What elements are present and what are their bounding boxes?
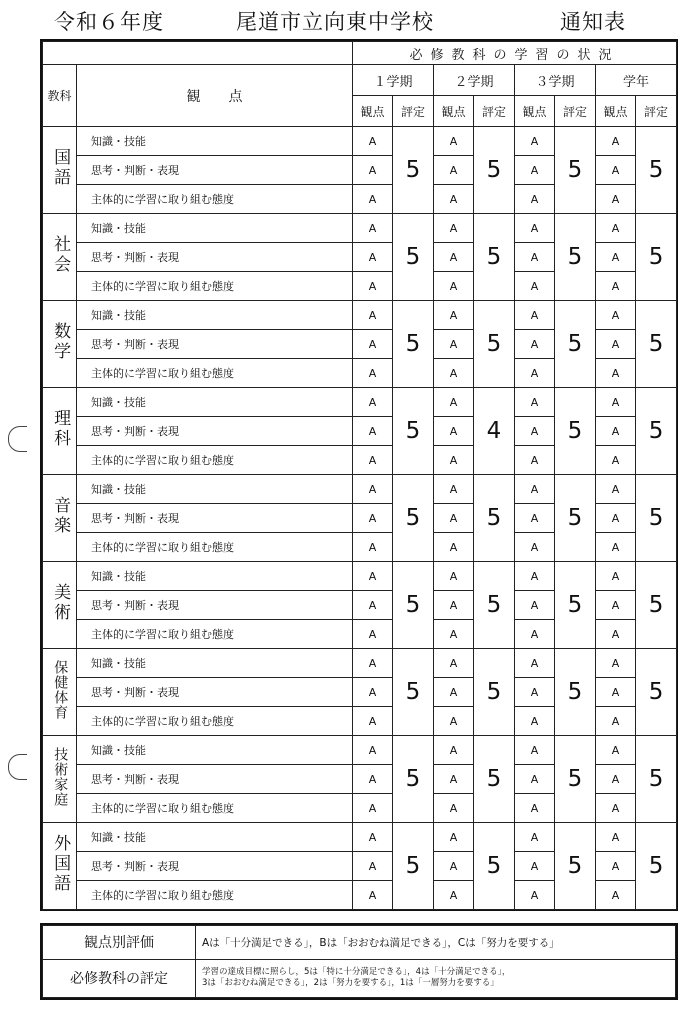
viewpoint-eval: A xyxy=(434,649,474,678)
viewpoint-eval: A xyxy=(434,127,474,156)
viewpoint-eval: A xyxy=(515,591,555,620)
grade-value: 5 xyxy=(555,388,596,475)
viewpoint-eval: A xyxy=(596,736,636,765)
subject-name-text: 理科 xyxy=(50,409,71,449)
grade-value: 5 xyxy=(555,301,596,388)
viewpoint-eval: A xyxy=(434,620,474,649)
table-row xyxy=(43,214,677,243)
grade-value: 5 xyxy=(474,736,515,823)
viewpoint-eval: A xyxy=(434,823,474,852)
viewpoint-eval: A xyxy=(353,649,393,678)
viewpoint-label: 知識・技能 xyxy=(77,475,353,504)
grade-value: 5 xyxy=(393,736,434,823)
viewpoint-eval: A xyxy=(596,678,636,707)
grade-value: 5 xyxy=(636,388,677,475)
grade-value: 5 xyxy=(555,475,596,562)
viewpoint-eval: A xyxy=(596,707,636,736)
grade-value: 5 xyxy=(555,649,596,736)
viewpoint-label: 思考・判断・表現 xyxy=(77,678,353,707)
grade-value: 5 xyxy=(474,127,515,214)
viewpoint-eval: A xyxy=(596,794,636,823)
viewpoint-eval: A xyxy=(515,359,555,388)
sub-header-grade: 評定 xyxy=(636,96,677,127)
grade-value: 5 xyxy=(555,562,596,649)
viewpoint-eval: A xyxy=(515,533,555,562)
viewpoint-eval: A xyxy=(515,185,555,214)
viewpoint-eval: A xyxy=(434,156,474,185)
viewpoint-eval: A xyxy=(353,533,393,562)
legend-frame xyxy=(40,923,678,1000)
viewpoint-eval: A xyxy=(515,678,555,707)
legend-table xyxy=(42,925,676,998)
viewpoint-label: 知識・技能 xyxy=(77,301,353,330)
legend-text-viewpoint: Aは「十分満足できる」，Bは「おおむね満足できる」，Cは「努力を要する」 xyxy=(196,926,676,960)
viewpoint-eval: A xyxy=(434,707,474,736)
grade-value: 5 xyxy=(555,214,596,301)
viewpoint-eval: A xyxy=(596,475,636,504)
viewpoint-eval: A xyxy=(515,446,555,475)
sub-header-obs: 観点 xyxy=(353,96,393,127)
viewpoint-eval: A xyxy=(434,359,474,388)
subject-name xyxy=(43,301,77,388)
grade-value: 5 xyxy=(555,127,596,214)
viewpoint-label: 主体的に学習に取り組む態度 xyxy=(77,620,353,649)
grades-table xyxy=(42,41,677,910)
viewpoint-eval: A xyxy=(353,388,393,417)
viewpoint-eval: A xyxy=(515,765,555,794)
viewpoint-eval: A xyxy=(434,301,474,330)
viewpoint-eval: A xyxy=(434,417,474,446)
viewpoint-eval: A xyxy=(353,765,393,794)
viewpoint-eval: A xyxy=(434,330,474,359)
viewpoint-eval: A xyxy=(515,417,555,446)
viewpoint-eval: A xyxy=(596,649,636,678)
viewpoint-eval: A xyxy=(596,504,636,533)
viewpoint-eval: A xyxy=(515,736,555,765)
grade-value: 5 xyxy=(393,214,434,301)
viewpoint-eval: A xyxy=(515,707,555,736)
viewpoint-eval: A xyxy=(353,243,393,272)
viewpoint-eval: A xyxy=(596,562,636,591)
viewpoint-eval: A xyxy=(596,330,636,359)
grade-value: 5 xyxy=(636,301,677,388)
viewpoint-eval: A xyxy=(353,330,393,359)
viewpoint-label: 知識・技能 xyxy=(77,649,353,678)
viewpoint-eval: A xyxy=(596,127,636,156)
viewpoint-eval: A xyxy=(434,504,474,533)
viewpoint-eval: A xyxy=(515,301,555,330)
subject-name xyxy=(43,649,77,736)
grade-value: 5 xyxy=(636,475,677,562)
table-row xyxy=(43,736,677,765)
viewpoint-label: 知識・技能 xyxy=(77,214,353,243)
viewpoint-label: 思考・判断・表現 xyxy=(77,504,353,533)
viewpoint-label: 思考・判断・表現 xyxy=(77,417,353,446)
viewpoint-label: 主体的に学習に取り組む態度 xyxy=(77,359,353,388)
grade-value: 5 xyxy=(636,127,677,214)
viewpoint-eval: A xyxy=(596,620,636,649)
viewpoint-eval: A xyxy=(596,765,636,794)
viewpoint-label: 主体的に学習に取り組む態度 xyxy=(77,794,353,823)
viewpoint-eval: A xyxy=(515,881,555,910)
viewpoint-eval: A xyxy=(353,156,393,185)
subject-name xyxy=(43,562,77,649)
fiscal-year: 令和６年度 xyxy=(54,10,164,34)
viewpoint-label: 知識・技能 xyxy=(77,736,353,765)
grade-value: 5 xyxy=(555,823,596,910)
grades-table-frame xyxy=(40,39,678,911)
page-header xyxy=(0,6,699,36)
col-header-subject: 教科 xyxy=(43,65,77,127)
viewpoint-eval: A xyxy=(353,736,393,765)
table-row xyxy=(43,562,677,591)
punch-hole-mark xyxy=(8,754,27,780)
grade-value: 5 xyxy=(474,562,515,649)
viewpoint-eval: A xyxy=(515,243,555,272)
viewpoint-eval: A xyxy=(596,591,636,620)
grade-value: 5 xyxy=(393,562,434,649)
subject-name xyxy=(43,127,77,214)
viewpoint-eval: A xyxy=(434,852,474,881)
subject-name xyxy=(43,388,77,475)
punch-hole-mark xyxy=(8,426,27,452)
viewpoint-eval: A xyxy=(434,881,474,910)
viewpoint-eval: A xyxy=(596,301,636,330)
grade-value: 5 xyxy=(393,475,434,562)
grade-value: 4 xyxy=(474,388,515,475)
grade-value: 5 xyxy=(636,823,677,910)
viewpoint-eval: A xyxy=(596,185,636,214)
viewpoint-eval: A xyxy=(434,185,474,214)
grade-value: 5 xyxy=(393,823,434,910)
viewpoint-eval: A xyxy=(353,272,393,301)
table-row xyxy=(43,823,677,852)
subject-name xyxy=(43,475,77,562)
viewpoint-eval: A xyxy=(353,446,393,475)
viewpoint-eval: A xyxy=(434,765,474,794)
grade-value: 5 xyxy=(636,562,677,649)
viewpoint-label: 思考・判断・表現 xyxy=(77,852,353,881)
viewpoint-label: 主体的に学習に取り組む態度 xyxy=(77,272,353,301)
grade-value: 5 xyxy=(474,475,515,562)
viewpoint-label: 知識・技能 xyxy=(77,127,353,156)
sub-header-obs: 観点 xyxy=(515,96,555,127)
viewpoint-eval: A xyxy=(596,214,636,243)
viewpoint-label: 主体的に学習に取り組む態度 xyxy=(77,533,353,562)
viewpoint-eval: A xyxy=(596,823,636,852)
viewpoint-eval: A xyxy=(596,417,636,446)
grade-value: 5 xyxy=(393,649,434,736)
subject-name-text: 技術家庭 xyxy=(52,747,69,807)
viewpoint-eval: A xyxy=(353,185,393,214)
viewpoint-eval: A xyxy=(353,214,393,243)
viewpoint-label: 思考・判断・表現 xyxy=(77,765,353,794)
viewpoint-eval: A xyxy=(353,127,393,156)
legend-text-grade xyxy=(196,959,676,997)
viewpoint-eval: A xyxy=(515,127,555,156)
period-header: ３学期 xyxy=(515,65,596,96)
viewpoint-eval: A xyxy=(434,388,474,417)
grade-value: 5 xyxy=(474,823,515,910)
sub-header-obs: 観点 xyxy=(434,96,474,127)
col-header-viewpoint: 観 点 xyxy=(77,65,353,127)
viewpoint-eval: A xyxy=(353,707,393,736)
grade-value: 5 xyxy=(393,127,434,214)
table-row xyxy=(43,388,677,417)
legend-text-grade-line2: 3は「おおむね満足できる」，2は「努力を要する」，1は「一層努力を要する」 xyxy=(202,978,499,989)
table-row xyxy=(43,127,677,156)
viewpoint-label: 思考・判断・表現 xyxy=(77,591,353,620)
viewpoint-eval: A xyxy=(515,475,555,504)
viewpoint-label: 思考・判断・表現 xyxy=(77,156,353,185)
viewpoint-eval: A xyxy=(434,446,474,475)
viewpoint-eval: A xyxy=(596,243,636,272)
viewpoint-eval: A xyxy=(434,678,474,707)
subject-name-text: 音楽 xyxy=(50,496,71,536)
viewpoint-eval: A xyxy=(596,881,636,910)
viewpoint-label: 主体的に学習に取り組む態度 xyxy=(77,446,353,475)
table-row xyxy=(43,649,677,678)
viewpoint-eval: A xyxy=(596,156,636,185)
viewpoint-eval: A xyxy=(515,823,555,852)
subject-name-text: 数学 xyxy=(50,322,71,362)
table-title: 必修教科の学習の状況 xyxy=(353,42,677,65)
period-header: １学期 xyxy=(353,65,434,96)
viewpoint-label: 思考・判断・表現 xyxy=(77,243,353,272)
viewpoint-eval: A xyxy=(515,504,555,533)
viewpoint-label: 主体的に学習に取り組む態度 xyxy=(77,707,353,736)
viewpoint-eval: A xyxy=(434,736,474,765)
viewpoint-eval: A xyxy=(353,620,393,649)
viewpoint-eval: A xyxy=(353,591,393,620)
subject-name-text: 美術 xyxy=(50,583,71,623)
viewpoint-eval: A xyxy=(434,533,474,562)
viewpoint-eval: A xyxy=(515,330,555,359)
viewpoint-label: 主体的に学習に取り組む態度 xyxy=(77,185,353,214)
sub-header-grade: 評定 xyxy=(393,96,434,127)
sub-header-grade: 評定 xyxy=(555,96,596,127)
subject-name xyxy=(43,823,77,910)
grade-value: 5 xyxy=(393,388,434,475)
viewpoint-eval: A xyxy=(596,446,636,475)
viewpoint-label: 知識・技能 xyxy=(77,562,353,591)
legend-label-viewpoint: 観点別評価 xyxy=(43,926,196,960)
grade-value: 5 xyxy=(474,301,515,388)
table-row xyxy=(43,475,677,504)
viewpoint-eval: A xyxy=(353,794,393,823)
viewpoint-eval: A xyxy=(596,852,636,881)
document-title: 通知表 xyxy=(560,10,626,34)
viewpoint-label: 思考・判断・表現 xyxy=(77,330,353,359)
viewpoint-eval: A xyxy=(353,823,393,852)
sub-header-obs: 観点 xyxy=(596,96,636,127)
subject-name-text: 社会 xyxy=(50,235,71,275)
viewpoint-eval: A xyxy=(596,359,636,388)
viewpoint-label: 主体的に学習に取り組む態度 xyxy=(77,881,353,910)
period-header: 学年 xyxy=(596,65,677,96)
viewpoint-eval: A xyxy=(353,562,393,591)
viewpoint-eval: A xyxy=(596,388,636,417)
viewpoint-eval: A xyxy=(515,272,555,301)
viewpoint-eval: A xyxy=(515,388,555,417)
sub-header-grade: 評定 xyxy=(474,96,515,127)
viewpoint-eval: A xyxy=(515,794,555,823)
viewpoint-eval: A xyxy=(434,243,474,272)
subject-name-text: 保健体育 xyxy=(52,660,69,720)
grade-value: 5 xyxy=(555,736,596,823)
viewpoint-eval: A xyxy=(434,475,474,504)
grade-value: 5 xyxy=(636,214,677,301)
viewpoint-eval: A xyxy=(434,591,474,620)
viewpoint-label: 知識・技能 xyxy=(77,823,353,852)
grade-value: 5 xyxy=(474,214,515,301)
legend-text-grade-line1: 学習の達成目標に照らし，5は「特に十分満足できる」，4は「十分満足できる」， xyxy=(202,966,511,977)
viewpoint-eval: A xyxy=(353,504,393,533)
viewpoint-eval: A xyxy=(515,620,555,649)
viewpoint-eval: A xyxy=(515,156,555,185)
legend-label-grade: 必修教科の評定 xyxy=(43,959,196,997)
grade-value: 5 xyxy=(393,301,434,388)
viewpoint-eval: A xyxy=(515,562,555,591)
viewpoint-eval: A xyxy=(353,881,393,910)
viewpoint-eval: A xyxy=(434,562,474,591)
subject-name-text: 外国語 xyxy=(50,834,71,894)
viewpoint-eval: A xyxy=(353,852,393,881)
viewpoint-eval: A xyxy=(353,417,393,446)
viewpoint-eval: A xyxy=(434,794,474,823)
viewpoint-eval: A xyxy=(434,272,474,301)
viewpoint-label: 知識・技能 xyxy=(77,388,353,417)
grade-value: 5 xyxy=(636,736,677,823)
period-header: ２学期 xyxy=(434,65,515,96)
viewpoint-eval: A xyxy=(596,272,636,301)
viewpoint-eval: A xyxy=(515,649,555,678)
subject-name xyxy=(43,214,77,301)
grade-value: 5 xyxy=(636,649,677,736)
subject-name-text: 国語 xyxy=(50,148,71,188)
viewpoint-eval: A xyxy=(515,214,555,243)
table-row xyxy=(43,301,677,330)
viewpoint-eval: A xyxy=(353,301,393,330)
grade-value: 5 xyxy=(474,649,515,736)
viewpoint-eval: A xyxy=(434,214,474,243)
viewpoint-eval: A xyxy=(353,475,393,504)
viewpoint-eval: A xyxy=(596,533,636,562)
viewpoint-eval: A xyxy=(515,852,555,881)
viewpoint-eval: A xyxy=(353,678,393,707)
school-name: 尾道市立向東中学校 xyxy=(236,10,434,34)
viewpoint-eval: A xyxy=(353,359,393,388)
subject-name xyxy=(43,736,77,823)
